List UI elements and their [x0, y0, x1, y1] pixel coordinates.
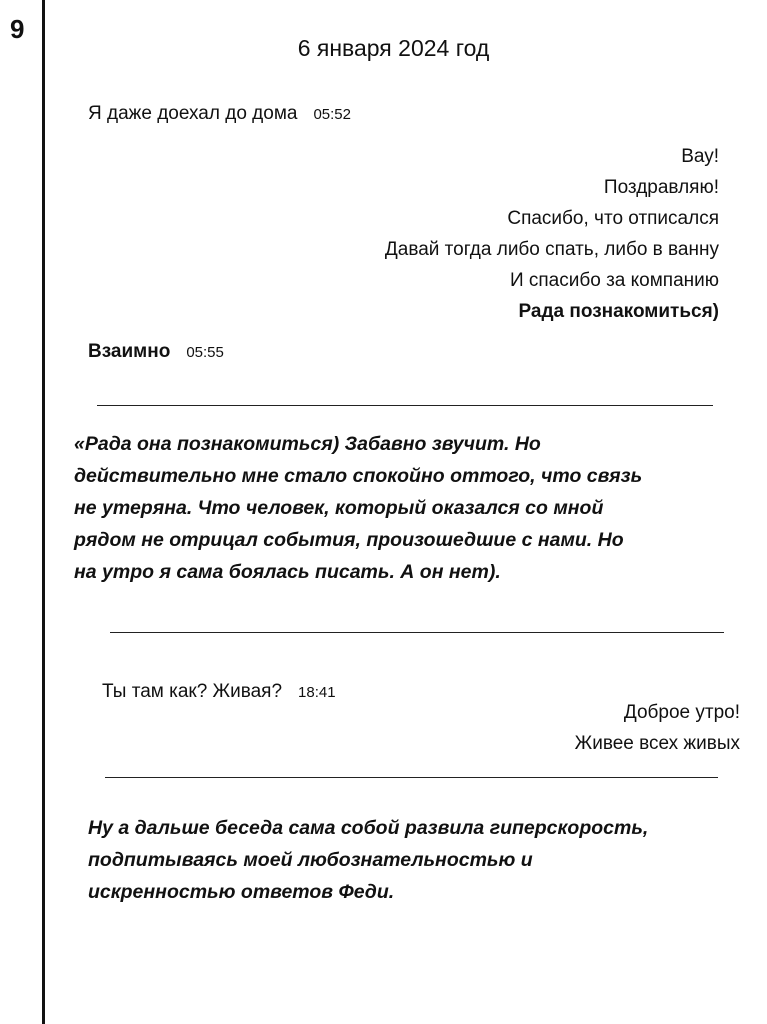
narration-line: «Рада она познакомиться) Забавно звучит. Но [74, 433, 541, 455]
narration-paragraph [88, 812, 648, 908]
narration-line: подпитываясь моей любознательностью и [88, 849, 533, 871]
narration-line: рядом не отрицал события, произошедшие с нами. Но [74, 529, 624, 551]
narration-line: Ну а дальше беседа сама собой развила гиперскорость, [88, 817, 649, 839]
divider [105, 777, 718, 778]
incoming-message [102, 679, 336, 706]
chat-date: 6 января 2024 год [297, 35, 490, 61]
message-text: Взаимно [88, 341, 171, 362]
incoming-message [88, 101, 351, 128]
narration-paragraph [74, 428, 642, 588]
message-line: Живее всех живых [574, 733, 740, 754]
narration-line: на утро я сама боялась писать. А он нет). [74, 561, 501, 583]
message-line: Давай тогда либо спать, либо в ванну [384, 239, 719, 260]
narration-line: не утеряна. Что человек, который оказался со мной [74, 497, 604, 519]
page-number: 9 [10, 14, 25, 44]
incoming-message [88, 339, 224, 366]
message-time: 18:41 [298, 684, 336, 701]
message-line: Спасибо, что отписался [507, 208, 719, 229]
margin-line [42, 0, 45, 1024]
outgoing-messages [575, 697, 740, 759]
message-line: Вау! [681, 146, 719, 167]
message-line: И спасибо за компанию [509, 270, 719, 291]
narration-line: действительно мне стало спокойно оттого, что связь [74, 465, 643, 487]
message-text: Ты там как? Живая? [102, 681, 283, 702]
narration-line: искренностью ответов Феди. [88, 881, 395, 903]
message-time: 05:55 [186, 344, 224, 361]
message-text: Я даже доехал до дома [88, 103, 298, 124]
message-time: 05:52 [313, 106, 351, 123]
message-line: Поздравляю! [603, 177, 719, 198]
divider [110, 632, 724, 633]
outgoing-messages [385, 141, 719, 327]
divider [97, 405, 713, 406]
message-line: Доброе утро! [623, 702, 740, 723]
message-line: Рада познакомиться) [518, 301, 719, 322]
